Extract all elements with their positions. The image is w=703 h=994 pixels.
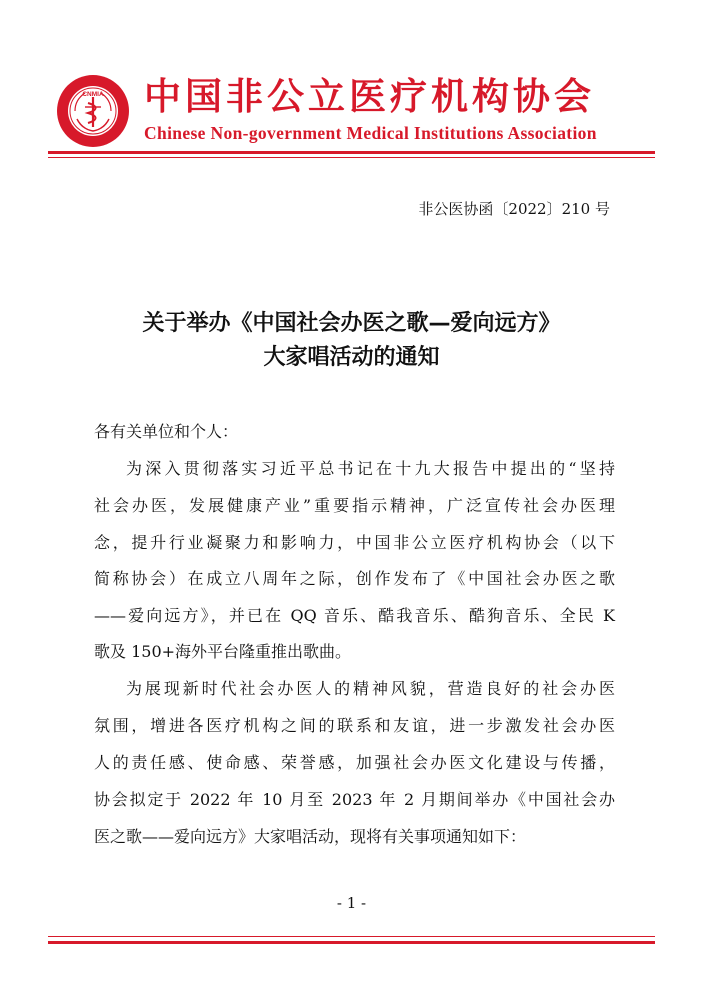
header-rule-thick [48, 151, 655, 154]
footer-rule-thin [48, 936, 655, 937]
org-name-cn: 中国非公立医疗机构协会 [144, 75, 595, 118]
paragraph-1-line: 念，提升行业凝聚力和影响力，中国非公立医疗机构协会（以下 [94, 533, 615, 552]
paragraph-2-line: 医之歌——爱向远方》大家唱活动，现将有关事项通知如下： [94, 827, 527, 846]
salutation: 各有关单位和个人： [94, 422, 239, 441]
association-logo-icon [55, 73, 131, 149]
header-rule-thin [48, 157, 655, 158]
paragraph-1-line: 简称协会）在成立八周年之际，创作发布了《中国社会办医之歌 [94, 569, 615, 588]
title-line-2: 大家唱活动的通知 [263, 345, 440, 370]
paragraph-2-line: 人的责任感、使命感、荣誉感，加强社会办医文化建设与传播， [94, 753, 615, 772]
paragraph-1-line: 社会办医，发展健康产业”重要指示精神，广泛宣传社会办医理 [94, 496, 615, 515]
logo-text: CNMIA [82, 91, 104, 98]
paragraph-1-line: 为深入贯彻落实习近平总书记在十九大报告中提出的“坚持 [126, 459, 615, 478]
document-number: 非公医协函〔2022〕210 号 [418, 200, 610, 218]
letterhead [0, 0, 703, 170]
page-number: - 1 - [336, 894, 367, 912]
org-name-en: Chinese Non-government Medical Institutions Association [144, 123, 597, 143]
title-line-1: 关于举办《中国社会办医之歌—爱向远方》 [142, 311, 561, 336]
paragraph-1-line: ——爱向远方》，并已在 QQ 音乐、酷我音乐、酷狗音乐、全民 K [94, 606, 615, 625]
paragraph-1-line: 歌及 150+海外平台隆重推出歌曲。 [94, 642, 352, 661]
paragraph-2-line: 为展现新时代社会办医人的精神风貌，营造良好的社会办医 [126, 679, 615, 698]
paragraph-2-line: 协会拟定于 2022 年 10 月至 2023 年 2 月期间举办《中国社会办 [94, 790, 615, 809]
footer-rule-thick [48, 941, 655, 944]
paragraph-2-line: 氛围，增进各医疗机构之间的联系和友谊，进一步激发社会办医 [94, 716, 615, 735]
